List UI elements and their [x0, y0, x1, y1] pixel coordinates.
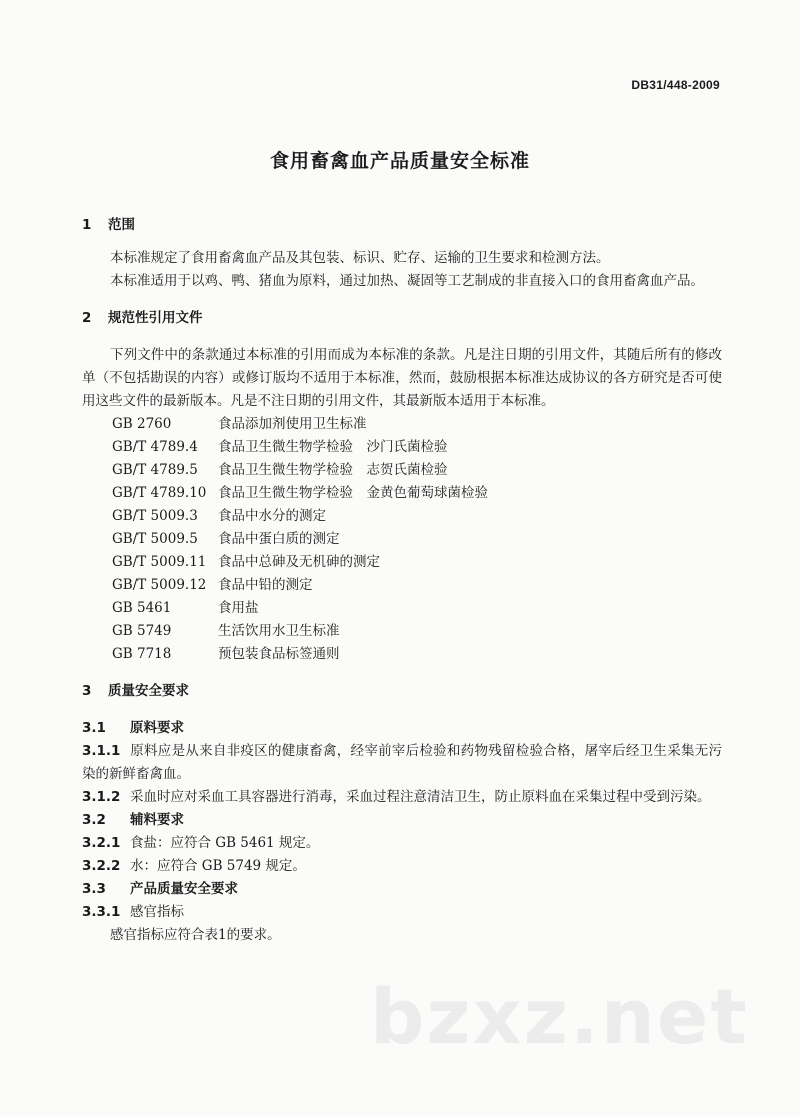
reference-item: GB/T 4789.10 食品卫生微生物学检验 金黄色葡萄球菌检验 [112, 485, 488, 501]
reference-item: GB 7718 预包装食品标签通则 [112, 646, 340, 662]
reference-item: GB/T 4789.4 食品卫生微生物学检验 沙门氏菌检验 [112, 439, 448, 455]
reference-item: GB/T 5009.12 食品中铅的测定 [112, 577, 313, 593]
document-title: 食用畜禽血产品质量安全标准 [269, 150, 530, 172]
reference-item: GB/T 4789.5 食品卫生微生物学检验 志贺氏菌检验 [112, 462, 448, 478]
paragraph: 本标准规定了食用畜禽血产品及其包装、标识、贮存、运输的卫生要求和检测方法。 [110, 250, 610, 266]
reference-item: GB/T 5009.3 食品中水分的测定 [112, 508, 326, 524]
watermark: bzxz.net [370, 972, 749, 1061]
clause: 3.1.2 采血时应对采血工具容器进行消毒，采血过程注意清洁卫生，防止原料血在采集过程中受到污染。 [82, 789, 711, 805]
document-body [82, 214, 722, 947]
clause: 3.1.1 原料应是从来自非疫区的健康畜禽，经宰前宰后检验和药物残留检验合格，屠宰后经卫生采集无污染的新鲜畜禽血。 [82, 743, 722, 782]
subsection-heading: 3.2 辅料要求 [82, 812, 184, 828]
reference-list [112, 413, 722, 666]
clause: 3.2.1 食盐：应符合 GB 5461 规定。 [82, 835, 320, 851]
reference-item: GB/T 5009.11 食品中总砷及无机砷的测定 [112, 554, 380, 570]
section-heading-2: 2 规范性引用文件 [82, 310, 203, 326]
reference-item: GB 5461 食用盐 [112, 600, 259, 616]
reference-item: GB 2760 食品添加剂使用卫生标准 [112, 416, 367, 432]
section-heading-1: 1 范围 [82, 217, 135, 233]
paragraph: 感官指标应符合表1的要求。 [110, 927, 281, 943]
standard-code: DB31/448-2009 [631, 78, 720, 92]
reference-item: GB 5749 生活饮用水卫生标准 [112, 623, 340, 639]
clause: 3.3.1 感官指标 [82, 904, 184, 920]
paragraph: 本标准适用于以鸡、鸭、猪血为原料，通过加热、凝固等工艺制成的非直接入口的食用畜禽血产品。 [110, 273, 704, 289]
section-heading-3: 3 质量安全要求 [82, 683, 189, 699]
subsection-heading: 3.1 原料要求 [82, 720, 184, 736]
reference-item: GB/T 5009.5 食品中蛋白质的测定 [112, 531, 340, 547]
clause: 3.2.2 水：应符合 GB 5749 规定。 [82, 858, 306, 874]
subsection-heading: 3.3 产品质量安全要求 [82, 881, 238, 897]
paragraph: 下列文件中的条款通过本标准的引用而成为本标准的条款。凡是注日期的引用文件，其随后所有的修改单（不包括勘误的内容）或修订版均不适用于本标准，然而，鼓励根据本标准达成协议的各方研究是否可使用这些文件的最新版本。凡是不注日期的引用文件，其最新版本适用于本标准。 [82, 347, 722, 409]
